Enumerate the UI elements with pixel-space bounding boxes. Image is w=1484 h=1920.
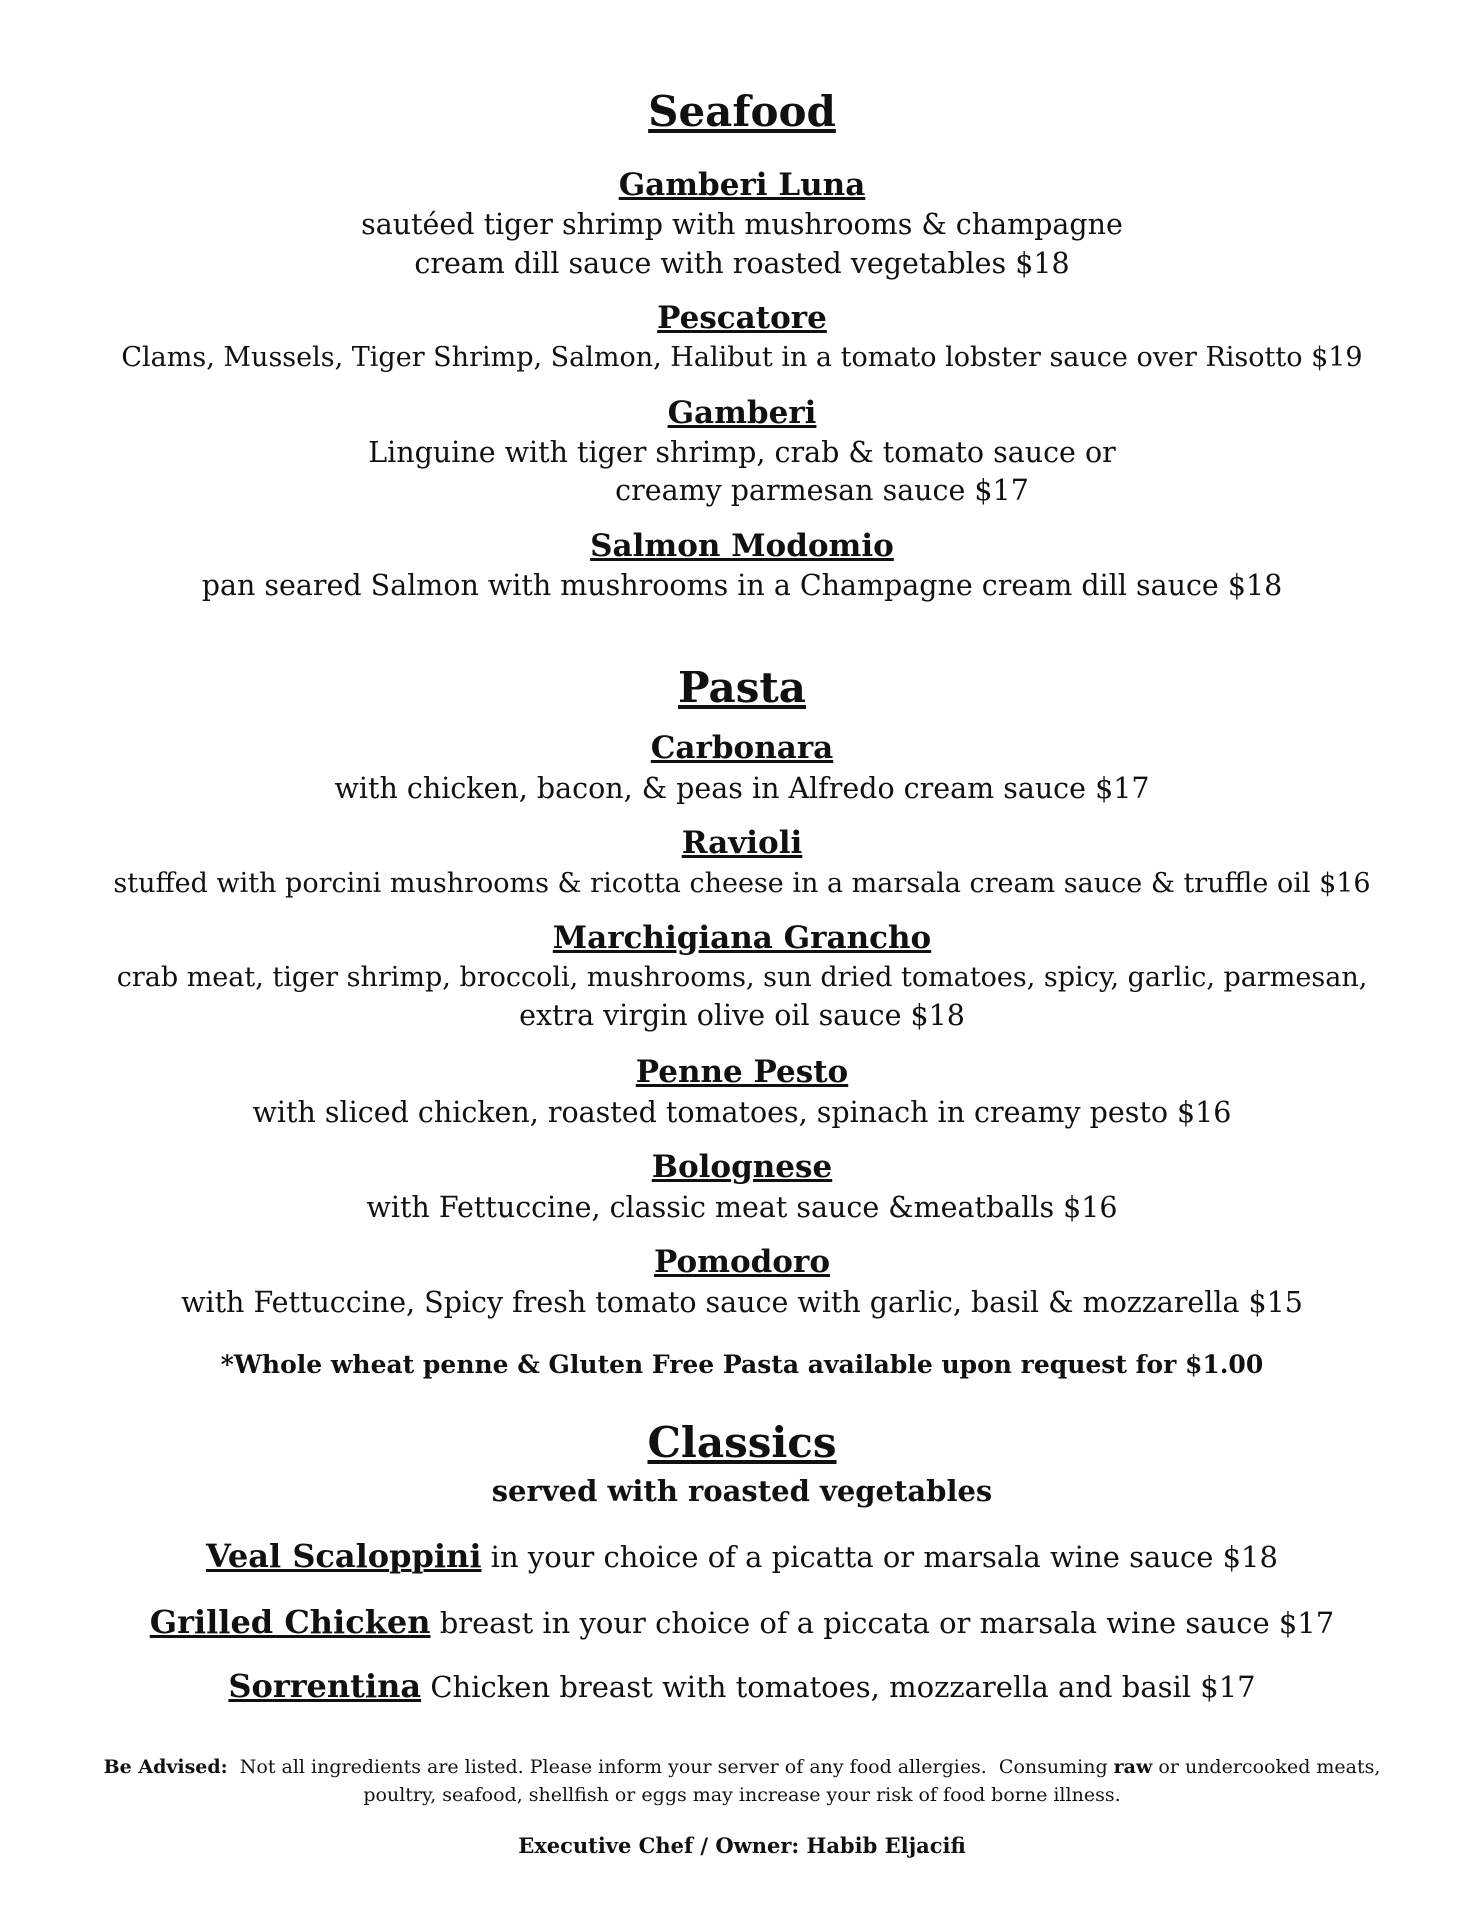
dish-name-pomodoro: Pomodoro	[654, 1244, 830, 1280]
dish-desc-gamberi-luna-1: sautéed tiger shrimp with mushrooms & champagne	[361, 208, 1123, 241]
dish-desc-pomodoro: with Fettuccine, Spicy fresh tomato sauce with garlic, basil & mozzarella $15	[181, 1286, 1303, 1319]
classic-name-sorrentina: Sorrentina	[228, 1667, 422, 1705]
advisory-text-1: Not all ingredients are listed. Please inform your server of any food allergies. Consuming	[227, 1756, 1114, 1778]
dish-desc-gamberi-luna-2: cream dill sauce with roasted vegetables $18	[414, 247, 1070, 280]
dish-name-carbonara: Carbonara	[650, 730, 834, 766]
allergy-advisory-line-1	[0, 1754, 1484, 1780]
dish-name-salmon-modomio: Salmon Modomio	[590, 528, 894, 564]
classics-subtitle: served with roasted vegetables	[491, 1474, 993, 1508]
classics-heading: Classics	[647, 1418, 837, 1467]
dish-desc-pescatore: Clams, Mussels, Tiger Shrimp, Salmon, Halibut in a tomato lobster sauce over Risotto $19	[121, 342, 1363, 373]
chef-credit: Executive Chef / Owner: Habib Eljacifi	[518, 1833, 966, 1858]
dish-name-ravioli: Ravioli	[681, 825, 803, 861]
dish-desc-penne-pesto: with sliced chicken, roasted tomatoes, spinach in creamy pesto $16	[252, 1096, 1232, 1129]
dish-desc-carbonara: with chicken, bacon, & peas in Alfredo cream sauce $17	[334, 772, 1150, 805]
dish-name-bolognese: Bolognese	[651, 1149, 833, 1185]
dish-desc-salmon-modomio: pan seared Salmon with mushrooms in a Champagne cream dill sauce $18	[201, 569, 1283, 602]
seafood-heading: Seafood	[648, 87, 836, 136]
dish-desc-gamberi-2: creamy parmesan sauce $17	[615, 474, 1029, 507]
dish-name-marchigiana-grancho: Marchigiana Grancho	[552, 920, 932, 956]
dish-name-penne-pesto: Penne Pesto	[635, 1054, 849, 1090]
advisory-label: Be Advised:	[103, 1756, 228, 1778]
dish-desc-marchigiana-grancho-1: crab meat, tiger shrimp, broccoli, mushrooms, sun dried tomatoes, spicy, garlic, parmesan,	[116, 962, 1368, 993]
classic-desc-veal-scaloppini: in your choice of a picatta or marsala wine sauce $18	[481, 1540, 1278, 1574]
pasta-heading: Pasta	[678, 663, 806, 712]
dish-desc-ravioli: stuffed with porcini mushrooms & ricotta cheese in a marsala cream sauce & truffle oil $16	[113, 868, 1371, 899]
dish-desc-marchigiana-grancho-2: extra virgin olive oil sauce $18	[519, 999, 965, 1032]
dish-name-gamberi: Gamberi	[667, 395, 817, 431]
classic-desc-grilled-chicken: breast in your choice of a piccata or marsala wine sauce $17	[430, 1606, 1335, 1640]
classic-item-sorrentina	[0, 1666, 1484, 1707]
classic-name-veal-scaloppini: Veal Scaloppini	[206, 1537, 482, 1575]
dish-name-gamberi-luna: Gamberi Luna	[618, 167, 866, 203]
advisory-raw: raw	[1113, 1756, 1153, 1778]
allergy-advisory-line-2: poultry, seafood, shellfish or eggs may increase your risk of food borne illness.	[363, 1784, 1121, 1806]
advisory-text-2: or undercooked meats,	[1152, 1756, 1381, 1778]
pasta-note: *Whole wheat penne & Gluten Free Pasta available upon request for $1.00	[220, 1350, 1264, 1379]
classic-name-grilled-chicken: Grilled Chicken	[149, 1603, 431, 1641]
classic-item-grilled-chicken	[0, 1602, 1484, 1643]
dish-name-pescatore: Pescatore	[657, 300, 827, 336]
classic-item-veal-scaloppini	[0, 1536, 1484, 1577]
dish-desc-gamberi-1: Linguine with tiger shrimp, crab & tomato sauce or	[368, 436, 1116, 469]
classic-desc-sorrentina: Chicken breast with tomatoes, mozzarella and basil $17	[421, 1670, 1256, 1704]
dish-desc-bolognese: with Fettuccine, classic meat sauce &meatballs $16	[366, 1191, 1118, 1224]
